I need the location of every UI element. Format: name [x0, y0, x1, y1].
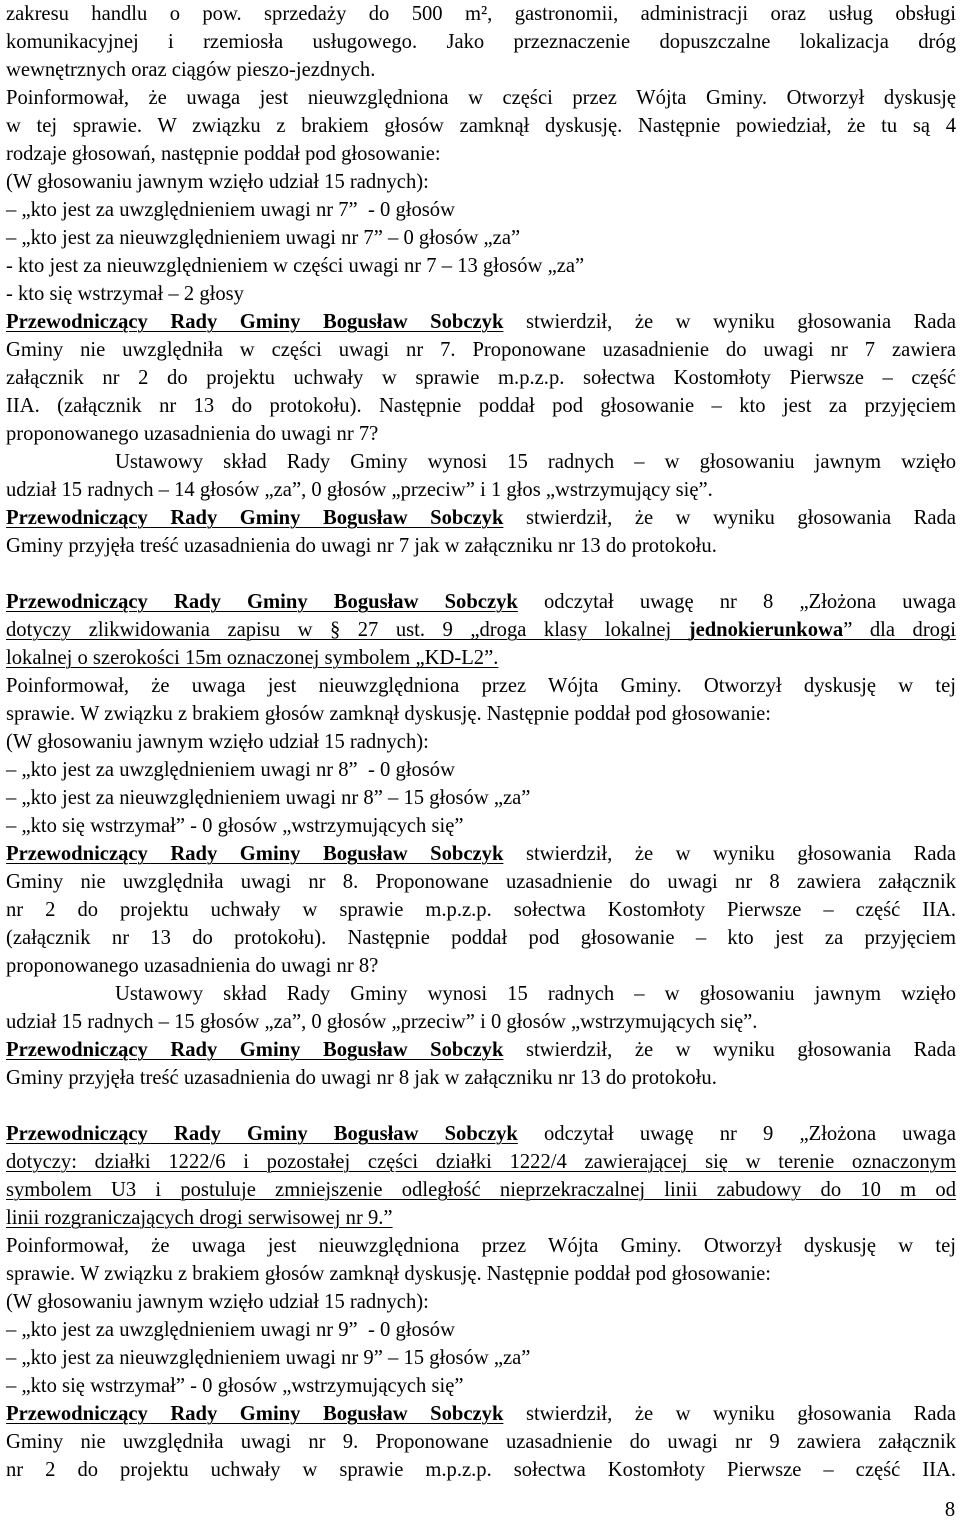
page-number: 8 [944, 1499, 956, 1521]
text-line: rodzaje głosowań, następnie poddał pod głosowanie: [6, 143, 441, 165]
text-line: Gminy przyjęła treść uzasadnienia do uwagi nr 7 jak w załączniku nr 13 do protokołu. [6, 535, 717, 557]
text-line: proponowanego uzasadnienia do uwagi nr 8? [6, 955, 379, 977]
text-span: stwierdził, że w wyniku głosowania Rada [503, 1039, 956, 1061]
chairman-name: Przewodniczący Rady Gminy Bogusław Sobczyk [6, 591, 518, 613]
text-span: stwierdził, że w wyniku głosowania Rada [503, 843, 956, 865]
text-line [6, 1036, 956, 1064]
text-span: stwierdził, że w wyniku głosowania Rada [503, 507, 956, 529]
text-line: Poinformował, że uwaga jest nieuwzględniona w części przez Wójta Gminy. Otworzył dyskusję [6, 87, 956, 109]
text-line [6, 504, 956, 532]
text-span: symbolem U3 i postuluje zmniejszenie odległość nieprzekraczalnej linii zabudowy do 10 m od [6, 1179, 956, 1201]
text-line [6, 1400, 956, 1428]
text-line: nr 2 do projektu uchwały w sprawie m.p.z.p. sołectwa Kostomłoty Pierwsze – część IIA. [6, 1459, 956, 1481]
text-line [6, 588, 956, 616]
text-line: Ustawowy skład Rady Gminy wynosi 15 radnych – w głosowaniu jawnym wzięło [115, 451, 956, 473]
text-line: Gminy przyjęła treść uzasadnienia do uwagi nr 8 jak w załączniku nr 13 do protokołu. [6, 1067, 717, 1089]
text-line: Gminy nie uwzględniła w części uwagi nr 7. Proponowane uzasadnienie do uwagi nr 7 zawiera [6, 339, 956, 361]
text-line: IIA. (załącznik nr 13 do protokołu). Następnie poddał pod głosowanie – kto jest za przyjęciem [6, 395, 956, 417]
chairman-name: Przewodniczący Rady Gminy Bogusław Sobczyk [6, 1123, 518, 1145]
text-line: Poinformował, że uwaga jest nieuwzględniona przez Wójta Gminy. Otworzył dyskusję w tej [6, 675, 956, 697]
text-line: komunikacyjnej i rzemiosła usługowego. Jako przeznaczenie dopuszczalne lokalizacja dróg [6, 31, 956, 53]
vote-line: – „kto jest za uwzględnieniem uwagi nr 7” - 0 głosów [6, 199, 455, 221]
vote-line: – „kto jest za nieuwzględnieniem uwagi nr 8” – 15 głosów „za” [6, 787, 531, 809]
text-line: sprawie. W związku z brakiem głosów zamknął dyskusję. Następnie poddał pod głosowanie: [6, 703, 772, 725]
vote-line: – „kto się wstrzymał” - 0 głosów „wstrzymujących się” [6, 815, 464, 837]
text-line: Poinformował, że uwaga jest nieuwzględniona przez Wójta Gminy. Otworzył dyskusję w tej [6, 1235, 956, 1257]
text-line: (W głosowaniu jawnym wzięło udział 15 radnych): [6, 731, 429, 753]
vote-line: - kto jest za nieuwzględnieniem w części uwagi nr 7 – 13 głosów „za” [6, 255, 585, 277]
text-line: (W głosowaniu jawnym wzięło udział 15 radnych): [6, 1291, 429, 1313]
text-line: (załącznik nr 13 do protokołu). Następnie poddał pod głosowanie – kto jest za przyjęciem [6, 927, 956, 949]
chairman-name: Przewodniczący Rady Gminy Bogusław Sobczyk [6, 311, 504, 333]
chairman-name: Przewodniczący Rady Gminy Bogusław Sobczyk [6, 1403, 504, 1425]
text-span: dotyczy: działki 1222/6 i pozostałej części działki 1222/4 zawierającej się w terenie oznaczonym [6, 1151, 956, 1173]
text-span: lokalnej o szerokości 15m oznaczonej symbolem „KD-L2”. [6, 647, 499, 669]
chairman-name: Przewodniczący Rady Gminy Bogusław Sobczyk [6, 843, 504, 865]
text-line: Ustawowy skład Rady Gminy wynosi 15 radnych – w głosowaniu jawnym wzięło [115, 983, 956, 1005]
vote-line: – „kto jest za uwzględnieniem uwagi nr 8” - 0 głosów [6, 759, 455, 781]
text-line: proponowanego uzasadnienia do uwagi nr 7? [6, 423, 379, 445]
text-span: odczytał uwagę nr 9 „Złożona uwaga [517, 1123, 956, 1145]
text-line: Gminy nie uwzględniła uwagi nr 9. Proponowane uzasadnienie do uwagi nr 9 zawiera załącznik [6, 1431, 956, 1453]
text-span: linii rozgraniczających drogi serwisowej nr 9.” [6, 1207, 393, 1229]
text-line: Gminy nie uwzględniła uwagi nr 8. Proponowane uzasadnienie do uwagi nr 8 zawiera załącznik [6, 871, 956, 893]
vote-line: – „kto się wstrzymał” - 0 głosów „wstrzymujących się” [6, 1375, 464, 1397]
vote-line: – „kto jest za nieuwzględnieniem uwagi nr 9” – 15 głosów „za” [6, 1347, 531, 1369]
text-line: udział 15 radnych – 15 głosów „za”, 0 głosów „przeciw” i 0 głosów „wstrzymujących się”. [6, 1011, 758, 1033]
text-span: stwierdził, że w wyniku głosowania Rada [503, 311, 956, 333]
text-line: nr 2 do projektu uchwały w sprawie m.p.z.p. sołectwa Kostomłoty Pierwsze – część IIA. [6, 899, 956, 921]
vote-line: - kto się wstrzymał – 2 głosy [6, 283, 244, 305]
text-line [6, 1148, 956, 1176]
text-line [6, 1120, 956, 1148]
text-span: stwierdził, że w wyniku głosowania Rada [503, 1403, 956, 1425]
text-line: załącznik nr 2 do projektu uchwały w sprawie m.p.z.p. sołectwa Kostomłoty Pierwsze – część [6, 367, 956, 389]
text-line [6, 1204, 956, 1232]
text-line: (W głosowaniu jawnym wzięło udział 15 radnych): [6, 171, 429, 193]
text-span: odczytał uwagę nr 8 „Złożona uwaga [517, 591, 956, 613]
vote-line: – „kto jest za uwzględnieniem uwagi nr 9” - 0 głosów [6, 1319, 455, 1341]
text-line [6, 644, 956, 672]
text-line: wewnętrznych oraz ciągów pieszo-jezdnych. [6, 59, 376, 81]
bold-term: jednokierunkowa [688, 619, 844, 641]
vote-line: – „kto jest za nieuwzględnieniem uwagi nr 7” – 0 głosów „za” [6, 227, 521, 249]
text-span: ” dla drogi [843, 619, 956, 641]
text-line: w tej sprawie. W związku z brakiem głosów zamknął dyskusję. Następnie powiedział, że tu są 4 [6, 115, 956, 137]
chairman-name: Przewodniczący Rady Gminy Bogusław Sobczyk [6, 507, 504, 529]
text-line: zakresu handlu o pow. sprzedaży do 500 m², gastronomii, administracji oraz usług obsługi [6, 3, 956, 25]
text-line [6, 616, 956, 644]
text-line [6, 840, 956, 868]
text-span: dotyczy zlikwidowania zapisu w § 27 ust. 9 „droga klasy lokalnej [6, 619, 689, 641]
text-line: udział 15 radnych – 14 głosów „za”, 0 głosów „przeciw” i 1 głos „wstrzymujący się”. [6, 479, 713, 501]
text-line: sprawie. W związku z brakiem głosów zamknął dyskusję. Następnie poddał pod głosowanie: [6, 1263, 772, 1285]
text-line [6, 1176, 956, 1204]
chairman-name: Przewodniczący Rady Gminy Bogusław Sobczyk [6, 1039, 504, 1061]
text-line [6, 308, 956, 336]
